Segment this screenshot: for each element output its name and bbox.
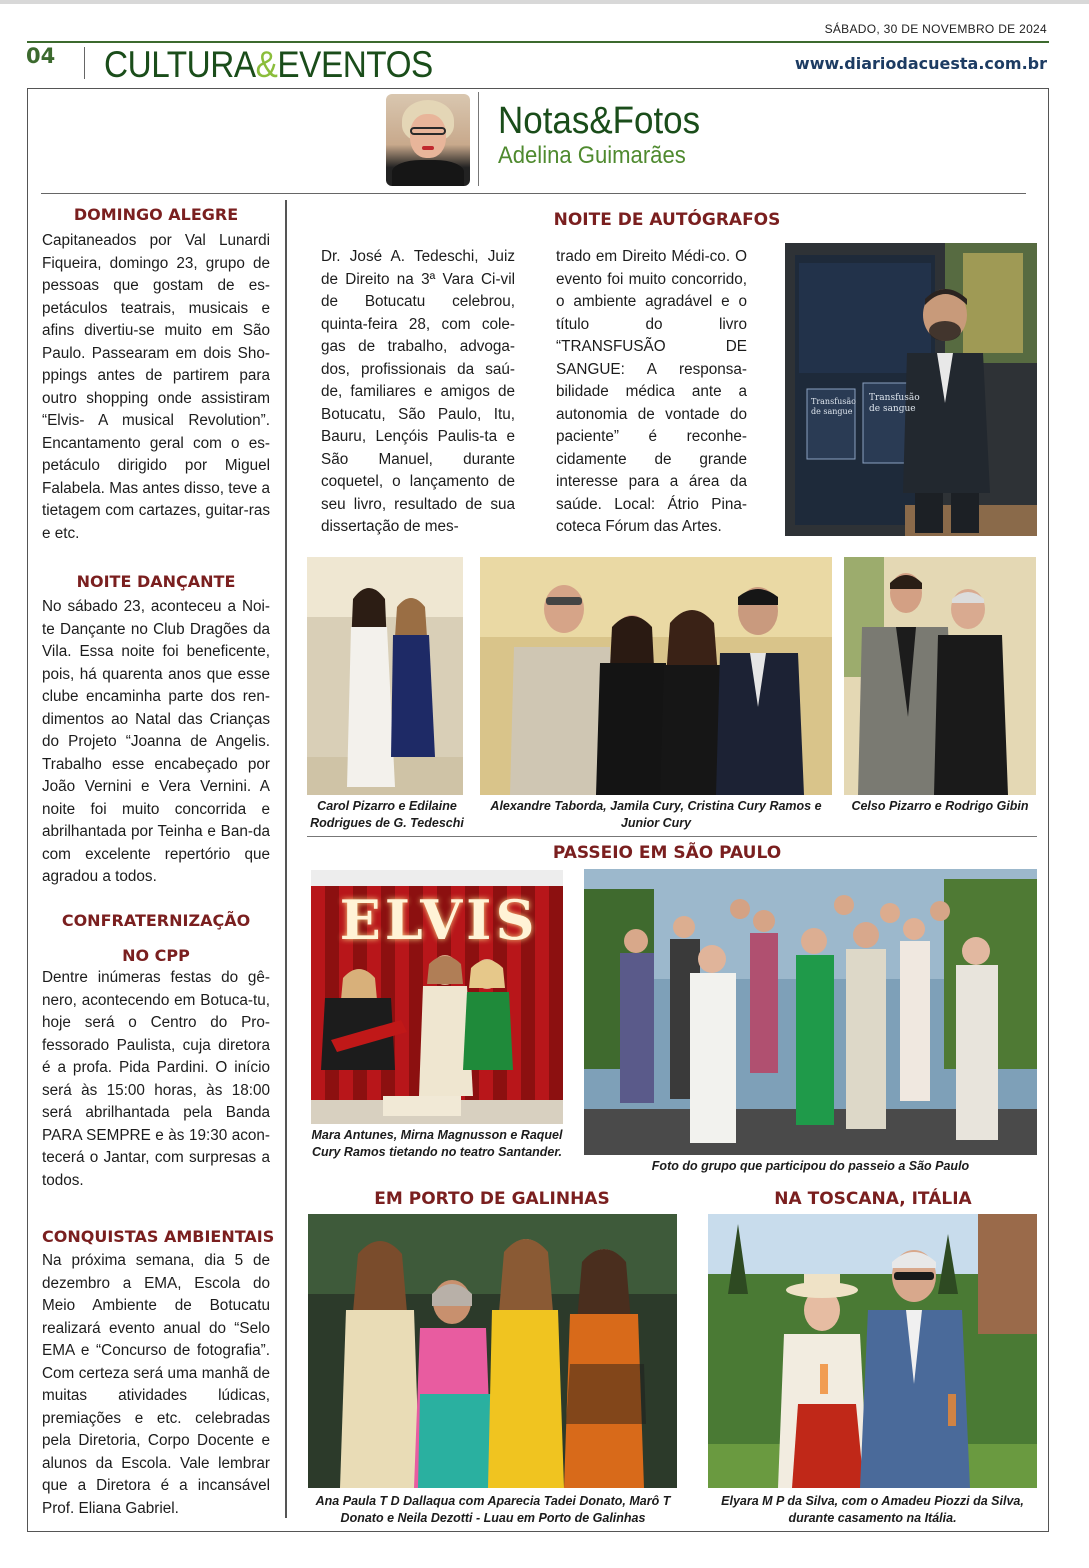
portrait-lips (422, 146, 434, 150)
caption-toscana: Elyara M P da Silva, com o Amadeu Piozzi da Silva, durante casamento na Itália. (721, 1494, 1024, 1525)
photo-toscana-scene (708, 1214, 1037, 1488)
header-rule (27, 41, 1049, 43)
columnist-portrait (386, 94, 470, 186)
photo-toscana (708, 1214, 1037, 1488)
confraternizacao-text: Dentre inúmeras festas do gê-nero, acontecendo em Botuca-tu, hoje será o Centro do Pro-fessorado Paulista, cuja diretora é a profa. Pida Pardini. O início será às 15:00 horas, às 18:00 será abrilhantada pela Banda PARA SEMPRE e às 19:30 acon-tecerá o Jantar, com surpresas a todos. (42, 969, 270, 1189)
domingo-alegre-heading: DOMINGO ALEGRE (73, 205, 239, 224)
portrait-body (392, 160, 464, 186)
photo-celso-rodrigo-scene (844, 557, 1036, 795)
section-title-left: CULTURA (104, 44, 256, 85)
caption-taborda-cury: Alexandre Taborda, Jamila Cury, Cristina Cury Ramos e Junior Cury (490, 799, 822, 830)
section-title-right: EVENTOS (277, 44, 433, 85)
caption-celso-rodrigo: Celso Pizarro e Rodrigo Gibin (851, 799, 1029, 813)
photo-book-launch-speaker (785, 243, 1037, 536)
edition-date: SÁBADO, 30 DE NOVEMBRO DE 2024 (824, 22, 1047, 36)
photo-carol-edilaine (307, 557, 463, 795)
section-title-amp: & (255, 44, 278, 85)
website-link[interactable]: www.diariodacuesta.com.br (794, 54, 1047, 73)
noite-dancante-heading: NOITE DANÇANTE (76, 572, 236, 591)
column-divider (285, 200, 287, 1518)
page-number: 04 (26, 44, 56, 68)
caption-elvis: Mara Antunes, Mirna Magnusson e Raquel Cury Ramos tietando no teatro Santander. (311, 1128, 563, 1159)
domingo-alegre-text: Capitaneados por Val Lunardi Fiqueira, domingo 23, grupo de pessoas que gostam de es-petáculos teatrais, musicais e afins divertiu-se muito em São Paulo. Passearam em dois Sho-ppings antes de partirem para outro shopping onde assistiram “Elvis- A musical Revolution”. Encantamento geral com o es-petáculo dirigido por Miguel Falabela. Mas antes disso, teve a tietagem com cartazes, guitar-ras e etc. (42, 232, 270, 542)
caption-group-sao-paulo: Foto do grupo que participou do passeio a São Paulo (651, 1159, 970, 1173)
speaker-scene (785, 243, 1037, 536)
autografos-bottom-rule (307, 836, 1037, 837)
book-cover-label-1: Transfusão de sangue (811, 397, 856, 416)
portrait-glasses (410, 127, 446, 135)
photo-celso-rodrigo (844, 557, 1036, 795)
photo-porto-galinhas (308, 1214, 677, 1488)
column-author: Adelina Guimarães (498, 142, 686, 169)
confraternizacao-heading: CONFRATERNIZAÇÃO (61, 911, 251, 930)
caption-carol-edilaine: Carol Pizarro e Edilaine Rodrigues de G. Tedeschi (310, 799, 464, 830)
book-cover-label-2: Transfusão de sangue (869, 393, 920, 414)
conquistas-ambientais-heading: CONQUISTAS AMBIENTAIS (42, 1227, 275, 1246)
column-title: Notas&Fotos (498, 100, 701, 142)
photo-taborda-cury (480, 557, 832, 795)
noite-dancante-text: No sábado 23, aconteceu a Noi-te Dançante no Club Dragões da Vila. Essa noite foi beneficente, pois, há quarenta anos que esse clube encaminha parte dos ren-dimentos ao Natal das Crianças do Projeto “Joanna de Angelis. Trabalho esse encabeçado por João Vernini e Vera Vernini. A noite foi muito concorrida e abrilhantada por Teinha e Ban-da com excelente repertório que agradou a todos. (42, 598, 270, 885)
conquistas-ambientais-text: Na próxima semana, dia 5 de dezembro a EMA, Escola do Meio Ambiente de Botucatu realizará evento anual do “Selo EMA e “Concurso de fotografia”. Com certeza será uma manhã de muitas atividades lúdicas, premiações e etc. celebradas pela Diretoria, Corpo Docente e alunos da Escola. Vale lembrar que a Diretora é a incansável Prof. Eliana Gabriel. (42, 1252, 270, 1517)
passeio-heading: PASSEIO EM SÃO PAULO (552, 843, 782, 863)
photo-group-sao-paulo (584, 869, 1037, 1155)
header-divider (84, 47, 85, 79)
autografos-text-col2: trado em Direito Médi-co. O evento foi muito concorrido, o ambiente agradável e o título do livro “TRANSFUSÃO DE SANGUE: A responsa-bilidade médica ante a autonomia de vontade do paciente” é reconhe-cidamente de grande interesse para a área da saúde. Local: Átrio Pina-coteca Fórum das Artes. (556, 248, 747, 535)
portrait-face (410, 114, 446, 158)
photo-elvis-sign (311, 870, 563, 1124)
column-header-divider (478, 92, 479, 186)
porto-galinhas-heading: EM PORTO DE GALINHAS (374, 1189, 610, 1209)
photo-porto-scene (308, 1214, 677, 1488)
elvis-marquee-sign: ELVIS (339, 888, 539, 952)
photo-taborda-cury-scene (480, 557, 832, 795)
section-title (104, 44, 433, 86)
noite-autografos-heading: NOITE DE AUTÓGRAFOS (553, 210, 781, 230)
autografos-text-col1: Dr. José A. Tedeschi, Juiz de Direito na 3ª Vara Ci-vil de Botucatu celebrou, quinta-feira 28, com cole-gas de trabalho, advoga-dos, profissionais da saú-de, familiares e amigos de Botucatu, São Paulo, Itu, Bauru, Lençóis Paulis-ta e São Manuel, durante coquetel, o lançamento de seu livro, resultado de sua dissertação de mes- (321, 248, 515, 535)
toscana-heading: NA TOSCANA, ITÁLIA (774, 1189, 972, 1209)
column-header-rule (41, 193, 1026, 194)
caption-porto-galinhas: Ana Paula T D Dallaqua com Aparecia Tadei Donato, Marô T Donato e Neila Dezotti - Luau em Porto de Galinhas (315, 1494, 671, 1525)
confraternizacao-heading-line2: NO CPP (122, 946, 190, 965)
photo-carol-edilaine-scene (307, 557, 463, 795)
top-strip (0, 0, 1089, 4)
photo-group-scene (584, 869, 1037, 1155)
